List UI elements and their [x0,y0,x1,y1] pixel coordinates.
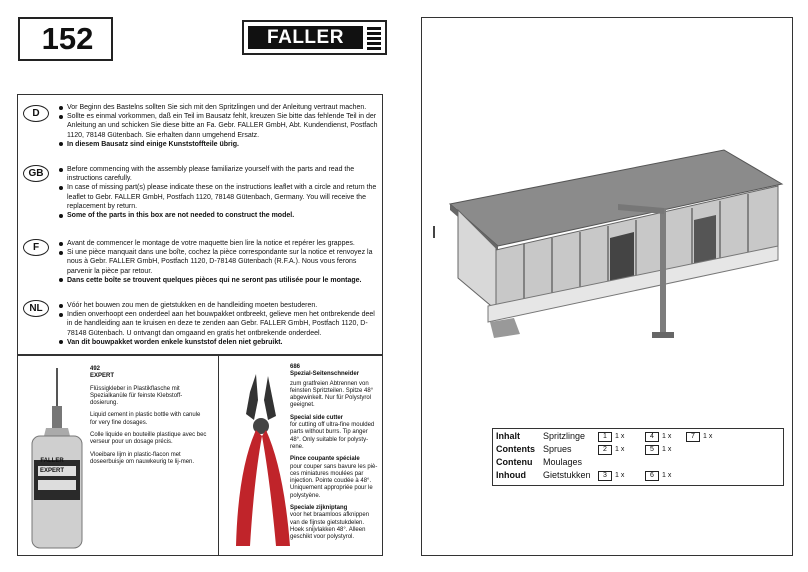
contents-name: Moulages [543,457,583,467]
side-cutter-image [228,370,298,550]
sprue-cell [598,470,624,481]
instruction-bullet: Before commencing with the assembly please familiarize yourself with the parts and read the instructions carefully. [59,165,381,183]
sprue-quantity: 1 x [615,433,625,440]
sprue-quantity: 1 x [615,472,625,479]
sprue-cell [598,444,624,455]
logo-stripes-icon [367,27,381,51]
instructions-gb [59,165,381,220]
sprue-quantity: 1 x [662,446,672,453]
brand-logo [242,20,387,55]
language-badge-gb: GB [23,165,49,182]
sprue-cell [645,470,671,481]
contents-name: Sprues [543,444,572,454]
brand-name: FALLER [248,26,363,49]
sprue-quantity: 1 x [615,446,625,453]
product-paragraph: for cutting off ultra-fine moulded parts without burrs. Tip anger 48°. Only suitable for polysty-rene. [290,422,375,450]
product-paragraph: Vloeibare lijm in plastic-flacon met doseerbuisje om nauwkeurig te lij-men. [90,451,195,465]
sprue-quantity: 1 x [662,472,672,479]
right-page [421,17,793,556]
instruction-bullet: Sollte es einmal vorkommen, daß ein Teil im Bausatz fehlt, kreuzen Sie bitte das fehlende Teil in der Anleitung an und schicken Sie diese bitte an Fa. Gebr. FALLER GmbH, Abt. Kundendienst, Postfach 1120, 78148 Gütenbach. Sie erhalten dann umgehend Ersatz. [59,112,381,140]
product-name: EXPERT [90,373,115,380]
section-heading: Speciale zijkniptang [290,505,348,512]
contents-label: Contents [496,444,535,454]
sprue-number: 3 [598,471,612,481]
sprue-cell [598,431,624,442]
product-glue-description [90,366,208,471]
section-heading: Pince coupante spéciale [290,456,360,463]
instructions-fr [59,239,381,285]
sprue-cell [645,431,671,442]
product-number: 492 [90,366,101,372]
contents-row [493,431,783,442]
products-panel [17,355,383,556]
sprue-number: 1 [598,432,612,442]
contents-label: Inhalt [496,431,520,441]
building-model-image [428,128,790,348]
panel-divider [218,356,219,555]
instruction-bullet: Vor Beginn des Bastelns sollten Sie sich mit den Spritzlingen und der Anleitung vertraut machen. [59,103,381,112]
instruction-bullet-bold: Van dit bouwpakket worden enkele kunststof delen niet gebruikt. [59,338,381,347]
section-heading: Special side cutter [290,414,344,421]
language-badge-fr: F [23,239,49,256]
product-name: Spezial-Seitenschneider [290,371,360,378]
language-badge-nl: NL [23,300,49,317]
product-paragraph: pour couper sans bavure les piè-ces miniatures moulées par injection. Pointe coudée à 48°. Uniquement appropriée pour le polystyène. [290,463,378,499]
page-number: 152 [41,21,94,56]
contents-name: Spritzlinge [543,431,586,441]
instruction-bullet: Indien onverhoopt een onderdeel aan het bouwpakket ontbreekt, gelieve men het ontbrekende deel in de handleiding aan te kruisen en deze te zenden aan Gebr. FALLER GmbH, Postfach 1120, D-78148 Gütenbach. U ontvangt dan omgaand en gratis het ontbrekende onderdeel. [59,310,381,338]
sprue-number: 7 [686,432,700,442]
sprue-number: 6 [645,471,659,481]
product-paragraph: Liquid cement in plastic bottle with canule for very fine dosages. [90,412,201,426]
bottle-label: FALLER EXPERT [39,458,64,474]
product-cutter-description [290,364,378,547]
contents-row [493,457,783,468]
product-number: 686 [290,364,301,370]
sprue-quantity: 1 x [662,433,672,440]
instruction-bullet-bold: Dans cette boîte se trouvent quelques pièces qui ne seront pas utilisée pour le montage. [59,276,381,285]
contents-table [492,428,784,486]
product-paragraph: Flüssigkleber in Plastikflasche mit Spezialkanüle für feinste Klebstoff-dosierung. [90,385,183,407]
sprue-number: 2 [598,445,612,455]
contents-name: Gietstukken [543,470,591,480]
contents-label: Inhoud [496,470,526,480]
contents-row [493,470,783,481]
instructions-nl [59,301,381,347]
instructions-de [59,103,381,149]
instruction-bullet: Si une pièce manquait dans une boîte, cochez la pièce correspondante sur la notice et renvoyez la nous à Gebr. FALLER GmbH, Postfach 1120, D-78148 Gütenbach (R.F.A.). Nous vous ferons parvenir la pièce par retour. [59,248,381,276]
page-number-box [18,17,113,61]
sprue-number: 4 [645,432,659,442]
instruction-bullet: In case of missing part(s) please indicate these on the instructions leaflet with a circle and return the leaflet to Gebr. FALLER GmbH, Postfach 1120, 78148 Gütenbach, Germany. You will receive the replacement by return. [59,183,381,211]
instruction-bullet-bold: In diesem Bausatz sind einige Kunststoffteile übrig. [59,140,381,149]
instructions-panel [17,94,383,355]
contents-row [493,444,783,455]
instruction-bullet-bold: Some of the parts in this box are not needed to construct the model. [59,211,381,220]
sprue-cell [645,444,671,455]
language-badge-de: D [23,105,49,122]
sprue-quantity: 1 x [703,433,713,440]
sprue-number: 5 [645,445,659,455]
instruction-bullet: Vóór het bouwen zou men de gietstukken en de handleiding moeten bestuderen. [59,301,381,310]
product-paragraph: Colle liquide en bouteille plastique avec bec verseur pour un dosage précis. [90,432,207,446]
product-paragraph: zum gratfreien Abtrennen von feinsten Spritzteilen. Spitze 48° abgewinkelt. Nur für Polystyrol geeignet. [290,380,374,409]
instruction-bullet: Avant de commencer le montage de votre maquette bien lire la notice et repérer les grappes. [59,239,381,248]
sprue-cell [686,431,712,442]
product-paragraph: voor het braamloos afknippen van de fijnste gietstukdelen. Hoek snijvlakken 48°. Alleen geschikt voor polystyrol. [290,512,370,541]
contents-label: Contenu [496,457,533,467]
